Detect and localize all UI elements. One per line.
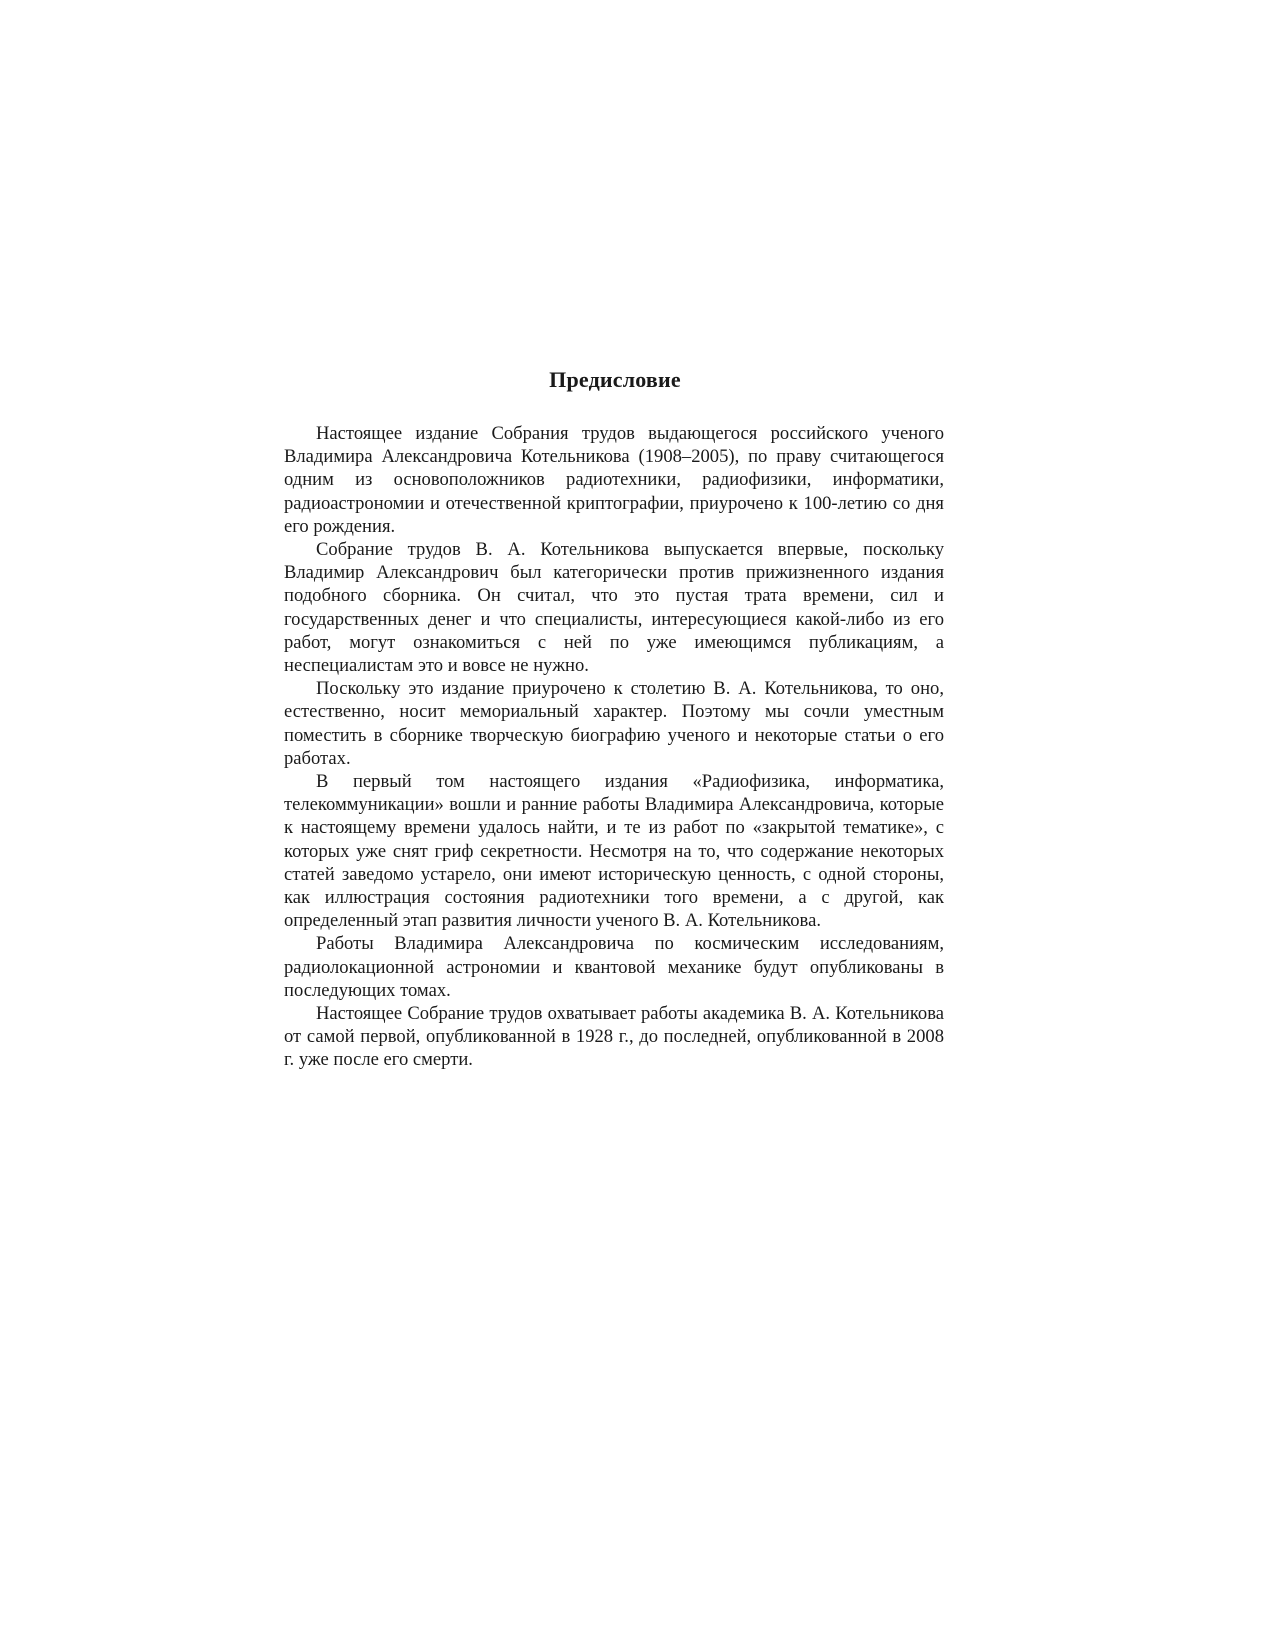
paragraph-5: Работы Владимира Александровича по космическим исследованиям, радиолокационной астрономии и квантовой механике будут опубликованы в последующих томах. (284, 933, 944, 1001)
paragraph-4: В первый том настоящего издания «Радиофизика, информатика, телекоммуникации» вошли и ранние работы Владимира Александровича, которые к настоящему времени удалось найти, и те из работ по «закрытой тематике», с которых уже снят гриф секретности. Несмотря на то, что содержание некоторых статей заведомо устарело, они имеют историческую ценность, с одной стороны, как иллюстрация состояния радиотехники того времени, а с другой, как определенный этап развития личности ученого В. А. Котельникова. (284, 771, 944, 932)
paragraph-2: Собрание трудов В. А. Котельникова выпускается впервые, поскольку Владимир Александрович был категорически против прижизненного издания подобного сборника. Он считал, что это пустая трата времени, сил и государственных денег и что специалисты, интересующиеся какой-либо из его работ, могут ознакомиться с ней по уже имеющимся публикациям, а неспециалистам это и вовсе не нужно. (284, 539, 944, 677)
paragraph-3: Поскольку это издание приурочено к столетию В. А. Котельникова, то оно, естественно, носит мемориальный характер. Поэтому мы сочли уместным поместить в сборнике творческую биографию ученого и некоторые статьи о его работах. (284, 678, 944, 769)
paragraph-1: Настоящее издание Собрания трудов выдающегося российского ученого Владимира Александровича Котельникова (1908–2005), по праву считающегося одним из основоположников радиотехники, радиофизики, информатики, радиоастрономии и отечественной криптографии, приурочено к 100-летию со дня его рождения. (284, 423, 944, 537)
paragraph-6: Настоящее Собрание трудов охватывает работы академика В. А. Котельникова от самой первой, опубликованной в 1928 г., до последней, опубликованной в 2008 г. уже после его смерти. (284, 1003, 944, 1071)
preface-body (284, 422, 944, 1072)
page-title: Предисловие (549, 366, 681, 392)
